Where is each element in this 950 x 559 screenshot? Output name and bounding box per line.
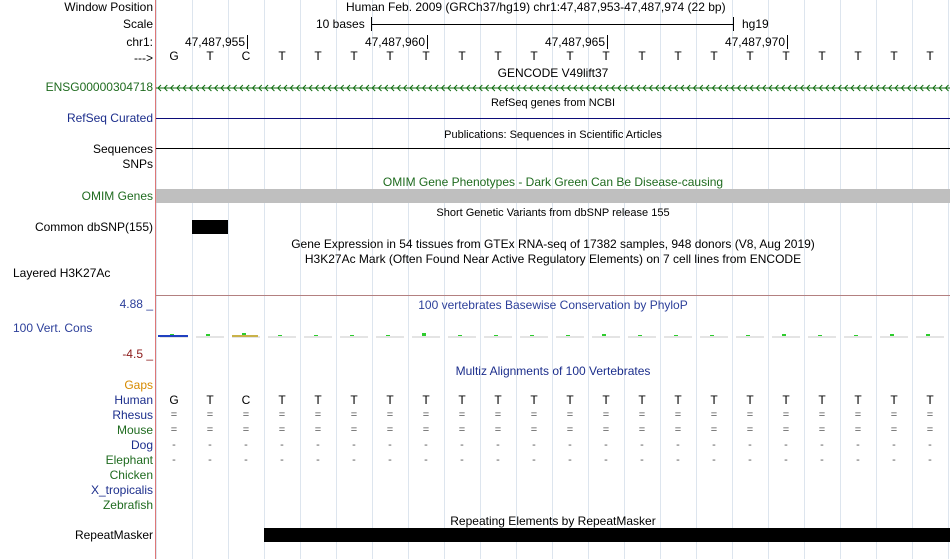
alignment-base: - xyxy=(928,439,932,451)
alignment-base: = xyxy=(494,424,502,436)
phylop-bar xyxy=(206,334,210,336)
ruler-tick-label: 47,487,970 xyxy=(724,35,785,49)
alignment-base: = xyxy=(674,424,682,436)
dbsnp-variant-block[interactable] xyxy=(192,220,228,234)
sequence-base: T xyxy=(890,49,898,63)
phylop-bar xyxy=(782,334,786,336)
track-label-column xyxy=(0,0,155,559)
alignment-base: = xyxy=(350,424,358,436)
scale-assembly: hg19 xyxy=(742,17,769,31)
alignment-base: = xyxy=(926,424,934,436)
alignment-base: T xyxy=(782,393,790,407)
sequence-base: T xyxy=(458,49,466,63)
alignment-base: - xyxy=(784,439,788,451)
phylop-mark xyxy=(232,335,258,337)
alignment-base: T xyxy=(566,393,574,407)
species-label[interactable]: Dog xyxy=(130,438,153,452)
alignment-base: - xyxy=(604,454,608,466)
alignment-base: T xyxy=(638,393,646,407)
scale-bar-right-tick xyxy=(733,17,734,31)
label-100-vert-cons[interactable]: 100 Vert. Cons xyxy=(13,321,93,335)
alignment-base: T xyxy=(386,393,394,407)
alignment-base: - xyxy=(784,454,788,466)
sequence-base: T xyxy=(314,49,322,63)
alignment-base: - xyxy=(856,439,860,451)
alignment-base: - xyxy=(244,454,248,466)
alignment-base: = xyxy=(854,424,862,436)
phylop-bar xyxy=(638,335,642,336)
species-label[interactable]: Elephant xyxy=(105,453,153,467)
alignment-base: = xyxy=(926,409,934,421)
alignment-base: = xyxy=(494,409,502,421)
sequence-base: T xyxy=(530,49,538,63)
phylop-negative-mark xyxy=(158,335,188,337)
alignment-base: T xyxy=(350,393,358,407)
alignment-base: - xyxy=(532,454,536,466)
alignment-base: = xyxy=(170,424,178,436)
sequence-base: T xyxy=(566,49,574,63)
ruler-tick-label: 47,487,965 xyxy=(544,35,605,49)
alignment-base: - xyxy=(928,454,932,466)
alignment-base: T xyxy=(530,393,538,407)
phylop-bar xyxy=(602,334,606,336)
sequence-base: T xyxy=(602,49,610,63)
alignment-base: - xyxy=(424,439,428,451)
sequence-base: T xyxy=(206,49,214,63)
alignment-base: - xyxy=(208,439,212,451)
gencode-track-title[interactable]: GENCODE V49lift37 xyxy=(497,66,609,80)
phylop-bar xyxy=(890,334,894,336)
refseq-line[interactable] xyxy=(156,118,950,119)
label-gaps[interactable]: Gaps xyxy=(124,378,153,392)
alignment-base: - xyxy=(676,439,680,451)
phylop-bar xyxy=(854,335,858,336)
alignment-base: - xyxy=(856,454,860,466)
sequence-base: C xyxy=(241,49,251,63)
alignment-base: - xyxy=(496,439,500,451)
label-common-dbsnp[interactable]: Common dbSNP(155) xyxy=(34,220,153,234)
species-label[interactable]: X_tropicalis xyxy=(90,483,153,497)
alignment-base: - xyxy=(892,454,896,466)
alignment-base: - xyxy=(820,454,824,466)
alignment-base: - xyxy=(316,454,320,466)
phylop-bar xyxy=(422,333,426,336)
label-snps[interactable]: SNPs xyxy=(122,157,153,171)
sequence-base: T xyxy=(854,49,862,63)
alignment-base: - xyxy=(280,454,284,466)
scale-text: 10 bases xyxy=(316,17,365,31)
alignment-base: T xyxy=(458,393,466,407)
alignment-base: - xyxy=(604,439,608,451)
sequence-base: T xyxy=(638,49,646,63)
refseq-track-title[interactable]: RefSeq genes from NCBI xyxy=(490,97,616,109)
alignment-base: - xyxy=(388,439,392,451)
sequence-base: T xyxy=(386,49,394,63)
label-window-position: Window Position xyxy=(64,0,153,14)
track-data-area[interactable] xyxy=(156,0,950,559)
track-divider xyxy=(156,295,950,296)
alignment-base: - xyxy=(244,439,248,451)
ruler-tick-mark xyxy=(607,35,608,49)
phylop-bar xyxy=(458,335,462,336)
alignment-base: = xyxy=(314,409,322,421)
label-repeatmasker[interactable]: RepeatMasker xyxy=(74,528,153,542)
alignment-base: T xyxy=(818,393,826,407)
alignment-base: = xyxy=(638,424,646,436)
sequence-base: T xyxy=(674,49,682,63)
alignment-base: - xyxy=(424,454,428,466)
alignment-base: T xyxy=(710,393,718,407)
alignment-base: T xyxy=(746,393,754,407)
alignment-base: - xyxy=(388,454,392,466)
alignment-base: T xyxy=(206,393,214,407)
alignment-base: - xyxy=(568,439,572,451)
label-strand-arrow: ---> xyxy=(134,51,153,65)
phylop-bar xyxy=(494,335,498,336)
alignment-base: - xyxy=(208,454,212,466)
alignment-base: - xyxy=(460,439,464,451)
repeatmasker-element-block[interactable] xyxy=(264,528,950,542)
phylop-bar xyxy=(818,335,822,336)
alignment-base: - xyxy=(820,439,824,451)
scale-bar-line xyxy=(371,24,734,25)
alignment-base: C xyxy=(241,393,251,407)
ruler-tick-mark xyxy=(247,35,248,49)
gtex-track-title[interactable]: Gene Expression in 54 tissues from GTEx RNA-seq of 17382 samples, 948 donors (V8, Aug 2019) xyxy=(291,237,815,251)
h3k27ac-track-title[interactable]: H3K27Ac Mark (Often Found Near Active Regulatory Elements) on 7 cell lines from ENCODE xyxy=(304,252,802,266)
repeatmasker-track-title[interactable]: Repeating Elements by RepeatMasker xyxy=(450,514,656,528)
alignment-base: T xyxy=(278,393,286,407)
label-omim-genes[interactable]: OMIM Genes xyxy=(81,189,153,203)
phylop-bar xyxy=(566,335,570,336)
alignment-base: = xyxy=(278,424,286,436)
alignment-base: = xyxy=(386,424,394,436)
phylop-bar xyxy=(278,335,282,336)
dbsnp-track-title[interactable]: Short Genetic Variants from dbSNP release 155 xyxy=(436,207,670,219)
alignment-base: T xyxy=(314,393,322,407)
species-label[interactable]: Zebrafish xyxy=(102,498,153,512)
alignment-base: - xyxy=(352,454,356,466)
ruler-tick-mark xyxy=(427,35,428,49)
alignment-base: - xyxy=(316,439,320,451)
alignment-base: = xyxy=(782,424,790,436)
alignment-base: - xyxy=(748,454,752,466)
sequence-base: T xyxy=(710,49,718,63)
phylop-track-title[interactable]: 100 vertebrates Basewise Conservation by PhyloP xyxy=(418,298,688,312)
alignment-base: = xyxy=(782,409,790,421)
publications-track-title[interactable]: Publications: Sequences in Scientific Articles xyxy=(444,129,662,141)
alignment-base: G xyxy=(169,393,179,407)
alignment-base: - xyxy=(172,454,176,466)
phylop-bar xyxy=(710,335,714,336)
alignment-base: - xyxy=(460,454,464,466)
phylop-bar xyxy=(926,334,930,336)
phylop-conservation-plot[interactable] xyxy=(156,326,950,346)
alignment-base: = xyxy=(890,409,898,421)
alignment-base: = xyxy=(242,409,250,421)
species-label[interactable]: Mouse xyxy=(116,423,153,437)
alignment-base: = xyxy=(458,409,466,421)
label-scale: Scale xyxy=(122,17,153,31)
sequence-base: T xyxy=(494,49,502,63)
alignment-base: = xyxy=(242,424,250,436)
alignment-base: = xyxy=(746,424,754,436)
alignment-base: - xyxy=(568,454,572,466)
alignment-base: T xyxy=(854,393,862,407)
alignment-base: - xyxy=(640,454,644,466)
alignment-base: - xyxy=(676,454,680,466)
alignment-base: - xyxy=(496,454,500,466)
alignment-base: = xyxy=(566,424,574,436)
alignment-base: - xyxy=(352,439,356,451)
phylop-bar xyxy=(746,335,750,336)
alignment-base: - xyxy=(712,439,716,451)
alignment-base: = xyxy=(746,409,754,421)
phylop-bar xyxy=(386,335,390,336)
alignment-base: - xyxy=(280,439,284,451)
alignment-base: T xyxy=(890,393,898,407)
alignment-base: = xyxy=(818,424,826,436)
alignment-base: = xyxy=(674,409,682,421)
alignment-base: T xyxy=(494,393,502,407)
alignment-base: = xyxy=(422,409,430,421)
alignment-base: = xyxy=(206,424,214,436)
sequence-base: T xyxy=(746,49,754,63)
alignment-base: - xyxy=(892,439,896,451)
label-cons-max: 4.88 _ xyxy=(119,297,153,311)
species-label[interactable]: Rhesus xyxy=(112,408,153,422)
sequence-base: T xyxy=(350,49,358,63)
label-refseq-curated[interactable]: RefSeq Curated xyxy=(66,111,153,125)
alignment-base: = xyxy=(710,424,718,436)
alignment-base: = xyxy=(170,409,178,421)
alignment-base: - xyxy=(748,439,752,451)
alignment-base: = xyxy=(890,424,898,436)
sequences-line[interactable] xyxy=(156,148,950,149)
ruler-tick-label: 47,487,960 xyxy=(364,35,425,49)
alignment-base: = xyxy=(818,409,826,421)
alignment-base: - xyxy=(532,439,536,451)
alignment-base: = xyxy=(566,409,574,421)
multiz-track-title[interactable]: Multiz Alignments of 100 Vertebrates xyxy=(455,364,651,378)
species-label[interactable]: Chicken xyxy=(109,468,153,482)
ruler-tick-mark xyxy=(787,35,788,49)
alignment-base: = xyxy=(530,409,538,421)
alignment-base: = xyxy=(206,409,214,421)
alignment-base: T xyxy=(602,393,610,407)
alignment-base: = xyxy=(350,409,358,421)
sequence-base: T xyxy=(278,49,286,63)
alignment-base: T xyxy=(674,393,682,407)
ruler-tick-label: 47,487,955 xyxy=(184,35,245,49)
label-sequences[interactable]: Sequences xyxy=(92,142,153,156)
alignment-base: = xyxy=(710,409,718,421)
gencode-gene-feature[interactable] xyxy=(156,82,950,94)
alignment-base: - xyxy=(712,454,716,466)
sequence-base: T xyxy=(422,49,430,63)
sequence-base: G xyxy=(169,49,179,63)
label-cons-min: -4.5 _ xyxy=(122,347,153,361)
alignment-base: = xyxy=(386,409,394,421)
alignment-base: = xyxy=(602,424,610,436)
sequence-base: T xyxy=(782,49,790,63)
assembly-position-text: Human Feb. 2009 (GRCh37/hg19) chr1:47,487,953-47,487,974 (22 bp) xyxy=(346,0,726,14)
alignment-base: = xyxy=(278,409,286,421)
phylop-bar xyxy=(314,335,318,336)
alignment-base: = xyxy=(854,409,862,421)
alignment-base: = xyxy=(602,409,610,421)
alignment-base: = xyxy=(314,424,322,436)
alignment-base: = xyxy=(458,424,466,436)
phylop-bar xyxy=(674,335,678,336)
phylop-bar xyxy=(350,335,354,336)
species-label[interactable]: Human xyxy=(114,393,153,407)
alignment-base: = xyxy=(422,424,430,436)
alignment-base: - xyxy=(640,439,644,451)
omim-gene-bar[interactable] xyxy=(156,189,950,203)
alignment-base: - xyxy=(172,439,176,451)
sequence-base: T xyxy=(926,49,934,63)
alignment-base: T xyxy=(926,393,934,407)
alignment-base: T xyxy=(422,393,430,407)
sequence-base: T xyxy=(818,49,826,63)
alignment-base: = xyxy=(530,424,538,436)
label-layered-h3k27ac[interactable]: Layered H3K27Ac xyxy=(13,266,111,280)
phylop-bar xyxy=(530,335,534,336)
omim-track-title[interactable]: OMIM Gene Phenotypes - Dark Green Can Be Disease-causing xyxy=(382,175,724,189)
alignment-base: = xyxy=(638,409,646,421)
label-gencode-item[interactable]: ENSG00000304718 xyxy=(45,80,153,94)
label-chr: chr1: xyxy=(126,35,153,49)
